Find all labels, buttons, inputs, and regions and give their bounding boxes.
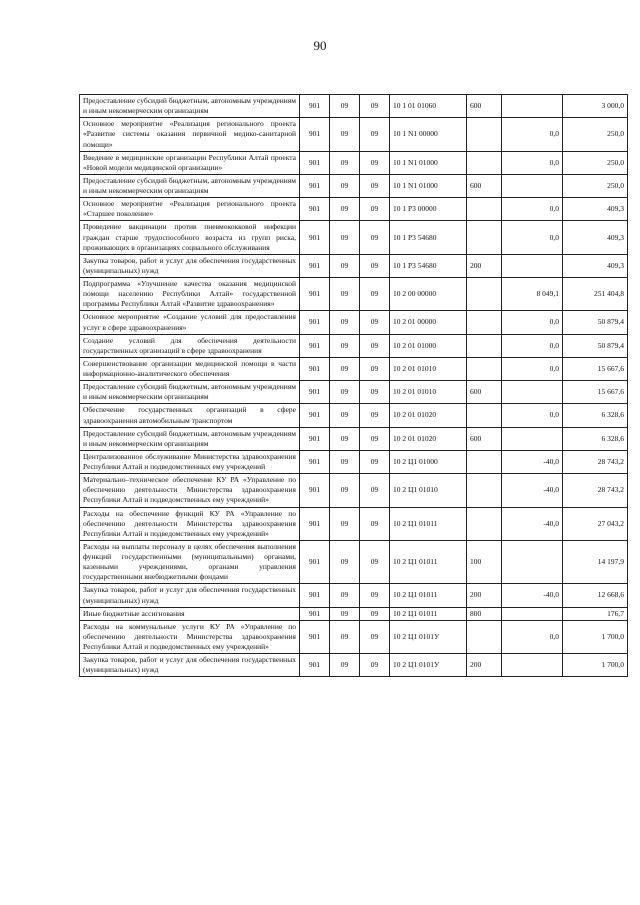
table-row xyxy=(80,174,628,197)
cell-expense-type xyxy=(467,620,502,653)
cell-expense-type xyxy=(467,118,502,151)
cell-expense-type: 200 xyxy=(467,654,502,677)
cell-target-article: 10 2 01 01020 xyxy=(390,427,467,450)
cell-amount-change: 0,0 xyxy=(502,151,563,174)
cell-amount-total: 28 743,2 xyxy=(563,450,628,473)
cell-target-article: 10 2 Ц1 01011 xyxy=(390,607,467,620)
table-row xyxy=(80,334,628,357)
cell-amount-change: -40,0 xyxy=(502,474,563,507)
cell-subsection: 09 xyxy=(360,654,390,677)
cell-subsection: 09 xyxy=(360,278,390,311)
cell-expense-type: 600 xyxy=(467,95,502,118)
cell-amount-total: 250,0 xyxy=(563,151,628,174)
cell-target-article: 10 2 01 00000 xyxy=(390,311,467,334)
cell-amount-total: 50 879,4 xyxy=(563,334,628,357)
cell-target-article: 10 1 N1 01000 xyxy=(390,174,467,197)
cell-amount-total: 250,0 xyxy=(563,174,628,197)
budget-table xyxy=(79,94,628,677)
cell-subsection: 09 xyxy=(360,95,390,118)
cell-section: 09 xyxy=(330,507,360,540)
cell-admin-code: 901 xyxy=(300,221,330,254)
cell-admin-code: 901 xyxy=(300,254,330,277)
cell-subsection: 09 xyxy=(360,474,390,507)
cell-target-article: 10 2 01 01010 xyxy=(390,381,467,404)
cell-section: 09 xyxy=(330,198,360,221)
table-row xyxy=(80,278,628,311)
table-row xyxy=(80,254,628,277)
table-body xyxy=(80,95,628,677)
cell-expense-type xyxy=(467,278,502,311)
cell-amount-change xyxy=(502,427,563,450)
cell-name: Предоставление субсидий бюджетным, автономным учреждениям и иным некоммерческим организациям xyxy=(80,427,300,450)
table-row xyxy=(80,427,628,450)
cell-section: 09 xyxy=(330,584,360,607)
cell-name: Совершенствование организации медицинской помощи в части информационно-аналитического обеспечения xyxy=(80,357,300,380)
cell-admin-code: 901 xyxy=(300,404,330,427)
cell-target-article: 10 2 00 00000 xyxy=(390,278,467,311)
cell-amount-total: 176,7 xyxy=(563,607,628,620)
cell-subsection: 09 xyxy=(360,540,390,584)
cell-amount-total: 14 197,9 xyxy=(563,540,628,584)
cell-subsection: 09 xyxy=(360,507,390,540)
cell-amount-total: 3 000,0 xyxy=(563,95,628,118)
cell-subsection: 09 xyxy=(360,357,390,380)
cell-subsection: 09 xyxy=(360,334,390,357)
cell-subsection: 09 xyxy=(360,254,390,277)
cell-amount-change xyxy=(502,654,563,677)
cell-target-article: 10 2 01 01010 xyxy=(390,357,467,380)
cell-amount-total: 15 667,6 xyxy=(563,381,628,404)
cell-subsection: 09 xyxy=(360,381,390,404)
cell-admin-code: 901 xyxy=(300,474,330,507)
cell-name: Иные бюджетные ассигнования xyxy=(80,607,300,620)
table-row xyxy=(80,584,628,607)
cell-name: Расходы на обеспечение функций КУ РА «Управление по обеспечению деятельности Министерства здравоохранения Республики Алтай и подведомственных ему учреждений» xyxy=(80,507,300,540)
cell-amount-total: 28 743,2 xyxy=(563,474,628,507)
cell-amount-total: 6 328,6 xyxy=(563,427,628,450)
cell-amount-change: 0,0 xyxy=(502,620,563,653)
cell-amount-total: 409,3 xyxy=(563,221,628,254)
cell-expense-type: 600 xyxy=(467,381,502,404)
cell-amount-change: 0,0 xyxy=(502,311,563,334)
cell-section: 09 xyxy=(330,254,360,277)
cell-section: 09 xyxy=(330,540,360,584)
cell-subsection: 09 xyxy=(360,118,390,151)
cell-expense-type xyxy=(467,311,502,334)
cell-target-article: 10 2 Ц1 01011 xyxy=(390,507,467,540)
table-row xyxy=(80,357,628,380)
cell-amount-change xyxy=(502,254,563,277)
cell-target-article: 10 1 N1 00000 xyxy=(390,118,467,151)
cell-expense-type xyxy=(467,357,502,380)
cell-amount-change: 0,0 xyxy=(502,357,563,380)
cell-section: 09 xyxy=(330,278,360,311)
cell-target-article: 10 1 P3 54680 xyxy=(390,221,467,254)
cell-name: Материально–техническое обеспечение КУ РА «Управление по обеспечению деятельности Министерства здравоохранения Республики Алтай и подведомственных ему учреждений» xyxy=(80,474,300,507)
cell-target-article: 10 2 01 01000 xyxy=(390,334,467,357)
cell-amount-total: 15 667,6 xyxy=(563,357,628,380)
cell-section: 09 xyxy=(330,427,360,450)
cell-section: 09 xyxy=(330,620,360,653)
cell-name: Предоставление субсидий бюджетным, автономным учреждениям и иным некоммерческим организациям xyxy=(80,174,300,197)
cell-name: Основное мероприятие «Создание условий для предоставления услуг в сфере здравоохранения» xyxy=(80,311,300,334)
cell-subsection: 09 xyxy=(360,607,390,620)
cell-amount-change xyxy=(502,95,563,118)
cell-section: 09 xyxy=(330,311,360,334)
cell-subsection: 09 xyxy=(360,221,390,254)
cell-section: 09 xyxy=(330,404,360,427)
cell-expense-type xyxy=(467,334,502,357)
cell-subsection: 09 xyxy=(360,151,390,174)
cell-name: Предоставление субсидий бюджетным, автономным учреждениям и иным некоммерческим организациям xyxy=(80,95,300,118)
cell-section: 09 xyxy=(330,151,360,174)
cell-admin-code: 901 xyxy=(300,357,330,380)
cell-section: 09 xyxy=(330,118,360,151)
table-row xyxy=(80,450,628,473)
cell-section: 09 xyxy=(330,607,360,620)
cell-name: Подпрограмма «Улучшение качества оказания медицинской помощи населению Республики Алтай» государственной программы Республики Алтай «Развитие здравоохранения» xyxy=(80,278,300,311)
cell-section: 09 xyxy=(330,474,360,507)
cell-amount-change: 0,0 xyxy=(502,221,563,254)
cell-expense-type xyxy=(467,151,502,174)
table-row xyxy=(80,221,628,254)
cell-amount-change: 0,0 xyxy=(502,198,563,221)
cell-section: 09 xyxy=(330,381,360,404)
cell-amount-total: 50 879,4 xyxy=(563,311,628,334)
cell-name: Закупка товаров, работ и услуг для обеспечения государственных (муниципальных) нужд xyxy=(80,254,300,277)
cell-amount-total: 1 700,0 xyxy=(563,654,628,677)
cell-section: 09 xyxy=(330,334,360,357)
cell-section: 09 xyxy=(330,654,360,677)
cell-name: Создание условий для обеспечения деятельности государственных организаций в сфере здравоохранения xyxy=(80,334,300,357)
cell-amount-change: -40,0 xyxy=(502,584,563,607)
cell-admin-code: 901 xyxy=(300,311,330,334)
cell-amount-change xyxy=(502,174,563,197)
cell-name: Проведение вакцинации против пневмококковой инфекции граждан старше трудоспособного возраста из групп риска, проживающих в организациях социального обслуживания xyxy=(80,221,300,254)
cell-target-article: 10 2 Ц1 01000 xyxy=(390,450,467,473)
cell-expense-type: 600 xyxy=(467,427,502,450)
cell-subsection: 09 xyxy=(360,198,390,221)
cell-amount-change xyxy=(502,540,563,584)
table-row xyxy=(80,654,628,677)
cell-section: 09 xyxy=(330,357,360,380)
table-row xyxy=(80,474,628,507)
cell-amount-change: 0,0 xyxy=(502,334,563,357)
cell-expense-type xyxy=(467,404,502,427)
cell-name: Закупка товаров, работ и услуг для обеспечения государственных (муниципальных) нужд xyxy=(80,584,300,607)
cell-expense-type xyxy=(467,221,502,254)
cell-subsection: 09 xyxy=(360,404,390,427)
cell-target-article: 10 1 P3 54680 xyxy=(390,254,467,277)
table-row xyxy=(80,198,628,221)
cell-amount-total: 12 668,6 xyxy=(563,584,628,607)
cell-amount-total: 250,0 xyxy=(563,118,628,151)
table-row xyxy=(80,95,628,118)
cell-amount-total: 409,3 xyxy=(563,198,628,221)
table-row xyxy=(80,620,628,653)
cell-target-article: 10 2 Ц1 01011 xyxy=(390,540,467,584)
cell-admin-code: 901 xyxy=(300,198,330,221)
cell-admin-code: 901 xyxy=(300,118,330,151)
cell-expense-type: 200 xyxy=(467,254,502,277)
cell-admin-code: 901 xyxy=(300,654,330,677)
cell-amount-change: -40,0 xyxy=(502,507,563,540)
cell-expense-type xyxy=(467,450,502,473)
cell-target-article: 10 2 01 01020 xyxy=(390,404,467,427)
cell-expense-type xyxy=(467,474,502,507)
cell-admin-code: 901 xyxy=(300,174,330,197)
cell-amount-total: 6 328,6 xyxy=(563,404,628,427)
cell-name: Введение в медицинские организации Республики Алтай проекта «Новой модели медицинской организации» xyxy=(80,151,300,174)
cell-name: Закупка товаров, работ и услуг для обеспечения государственных (муниципальных) нужд xyxy=(80,654,300,677)
cell-amount-total: 27 043,2 xyxy=(563,507,628,540)
cell-name: Расходы на выплаты персоналу в целях обеспечения выполнения функций государственными (муниципальными) органами, казенными учреждениями, органами управления государственными внебюджетными фондами xyxy=(80,540,300,584)
cell-name: Основное мероприятие «Реализация регионального проекта «Развитие системы оказания первичной медико-санитарной помощи» xyxy=(80,118,300,151)
cell-section: 09 xyxy=(330,221,360,254)
cell-subsection: 09 xyxy=(360,450,390,473)
cell-subsection: 09 xyxy=(360,311,390,334)
cell-section: 09 xyxy=(330,450,360,473)
cell-amount-total: 1 700,0 xyxy=(563,620,628,653)
cell-expense-type xyxy=(467,198,502,221)
cell-admin-code: 901 xyxy=(300,381,330,404)
cell-target-article: 10 2 Ц1 0101У xyxy=(390,654,467,677)
cell-subsection: 09 xyxy=(360,584,390,607)
table-row xyxy=(80,540,628,584)
cell-amount-change xyxy=(502,607,563,620)
cell-expense-type: 100 xyxy=(467,540,502,584)
cell-subsection: 09 xyxy=(360,620,390,653)
cell-target-article: 10 2 Ц1 0101У xyxy=(390,620,467,653)
cell-expense-type: 800 xyxy=(467,607,502,620)
cell-admin-code: 901 xyxy=(300,620,330,653)
table-row xyxy=(80,151,628,174)
cell-section: 09 xyxy=(330,174,360,197)
cell-admin-code: 901 xyxy=(300,584,330,607)
page-number: 90 xyxy=(313,38,327,53)
cell-name: Расходы на коммунальные услуги КУ РА «Управление по обеспечению деятельности Министерства здравоохранения Республики Алтай и подведомственных ему учреждений» xyxy=(80,620,300,653)
cell-amount-change xyxy=(502,381,563,404)
cell-admin-code: 901 xyxy=(300,334,330,357)
cell-target-article: 10 1 01 01060 xyxy=(390,95,467,118)
cell-admin-code: 901 xyxy=(300,95,330,118)
cell-subsection: 09 xyxy=(360,427,390,450)
cell-name: Обеспечение государственных организаций в сфере здравоохранения автомобильным транспортом xyxy=(80,404,300,427)
cell-admin-code: 901 xyxy=(300,427,330,450)
table-row xyxy=(80,381,628,404)
cell-expense-type xyxy=(467,507,502,540)
cell-expense-type: 600 xyxy=(467,174,502,197)
table-row xyxy=(80,404,628,427)
cell-section: 09 xyxy=(330,95,360,118)
cell-expense-type: 200 xyxy=(467,584,502,607)
table-row xyxy=(80,507,628,540)
table-row xyxy=(80,311,628,334)
cell-target-article: 10 2 Ц1 01011 xyxy=(390,584,467,607)
cell-name: Предоставление субсидий бюджетным, автономным учреждениям и иным некоммерческим организациям xyxy=(80,381,300,404)
cell-amount-total: 251 404,8 xyxy=(563,278,628,311)
cell-admin-code: 901 xyxy=(300,278,330,311)
cell-amount-change: -40,0 xyxy=(502,450,563,473)
cell-name: Централизованное обслуживание Министерства здравоохранения Республики Алтай и подведомственных ему учреждений xyxy=(80,450,300,473)
cell-amount-change: 0,0 xyxy=(502,118,563,151)
cell-admin-code: 901 xyxy=(300,607,330,620)
cell-admin-code: 901 xyxy=(300,151,330,174)
cell-target-article: 10 2 Ц1 01010 xyxy=(390,474,467,507)
cell-subsection: 09 xyxy=(360,174,390,197)
cell-amount-change: 0,0 xyxy=(502,404,563,427)
cell-admin-code: 901 xyxy=(300,450,330,473)
cell-amount-total: 409,3 xyxy=(563,254,628,277)
cell-target-article: 10 1 N1 01000 xyxy=(390,151,467,174)
table-row xyxy=(80,607,628,620)
cell-admin-code: 901 xyxy=(300,507,330,540)
cell-admin-code: 901 xyxy=(300,540,330,584)
cell-target-article: 10 1 P3 00000 xyxy=(390,198,467,221)
table-row xyxy=(80,118,628,151)
cell-name: Основное мероприятие «Реализация регионального проекта «Старшее поколение» xyxy=(80,198,300,221)
cell-amount-change: 8 049,1 xyxy=(502,278,563,311)
